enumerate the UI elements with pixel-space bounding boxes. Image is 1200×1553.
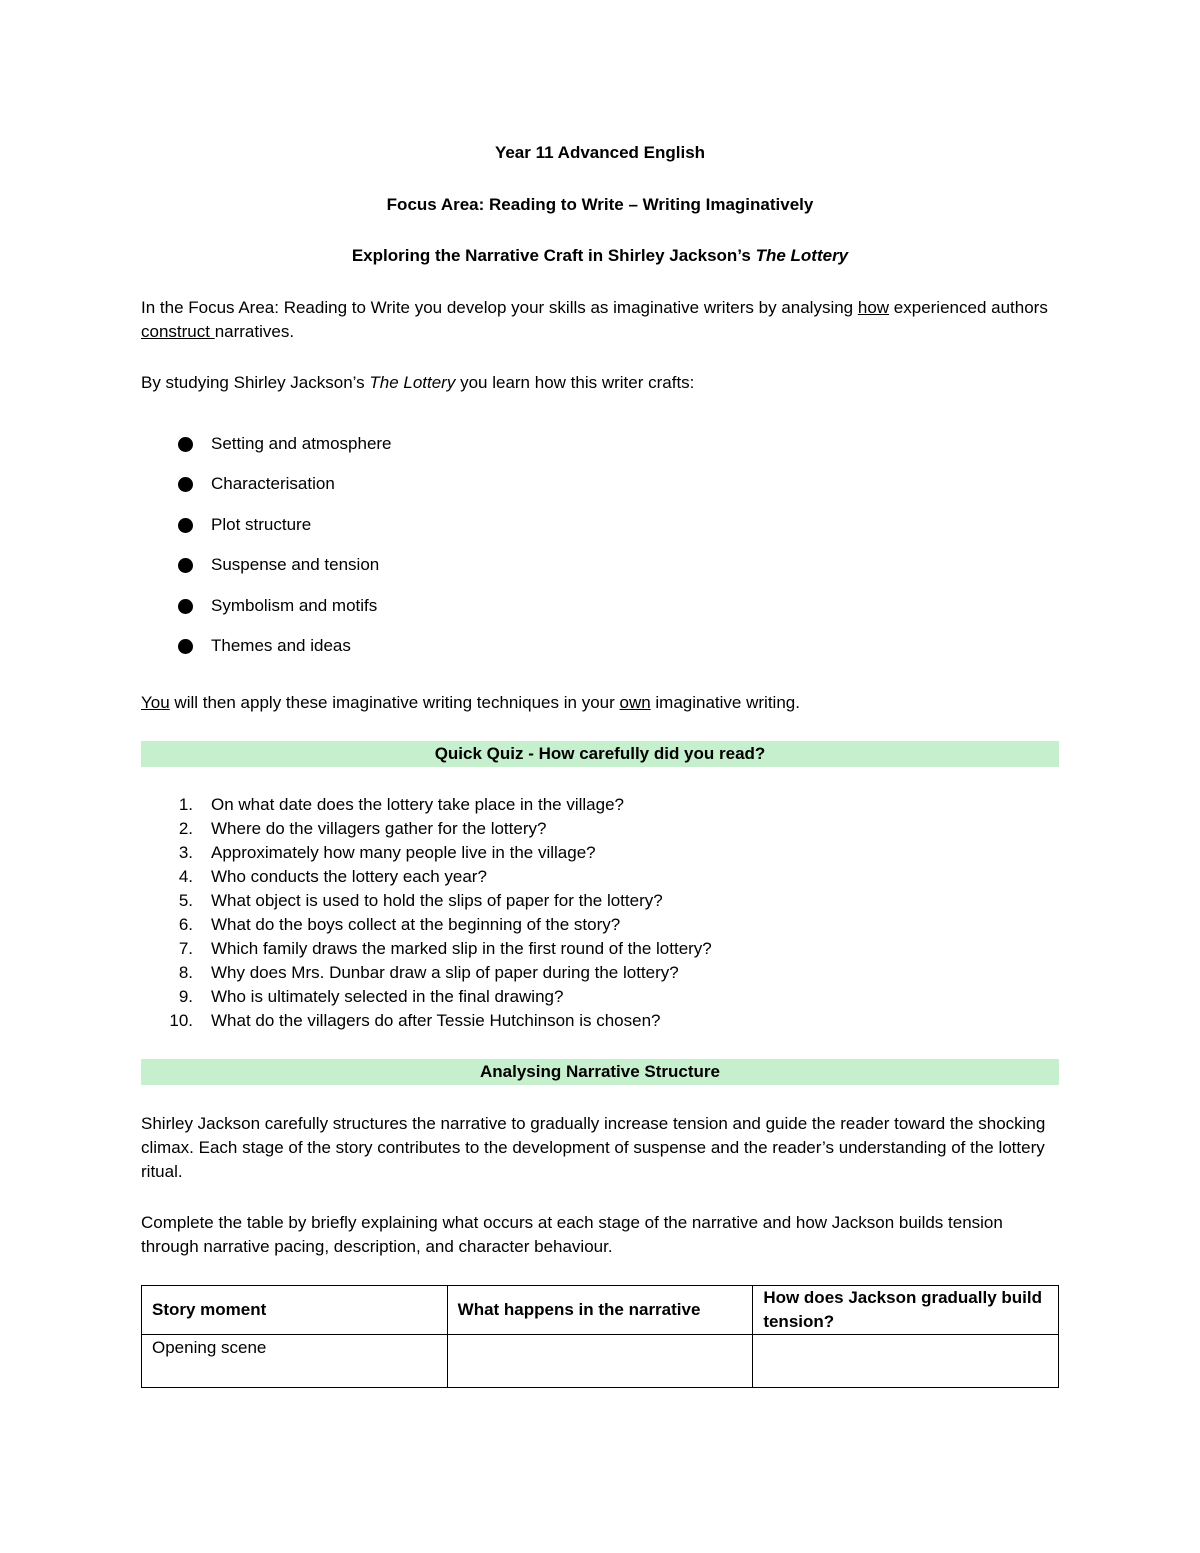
intro-how: how: [857, 298, 890, 317]
list-item: [141, 553, 1059, 593]
table-row: [142, 1335, 1059, 1388]
focus-area-title: Focus Area: Reading to Write – Writing Imaginatively: [386, 195, 814, 214]
list-item: [141, 634, 1059, 674]
apply-own: own: [619, 693, 651, 712]
quiz-number: 9.: [178, 987, 193, 1006]
apply-text-b: imaginative writing.: [650, 693, 800, 712]
quiz-question: What object is used to hold the slips of paper for the lottery?: [211, 891, 663, 910]
quiz-question: Who conducts the lottery each year?: [211, 867, 487, 886]
intro-paragraph: [141, 296, 1059, 344]
bullet-icon: [178, 599, 193, 614]
list-item-text: Plot structure: [211, 514, 312, 534]
quiz-item: [141, 913, 1059, 937]
quiz-number: 10.: [169, 1011, 193, 1030]
crafts-intro-b: you learn how this writer crafts:: [455, 373, 695, 392]
quiz-item: [141, 985, 1059, 1009]
page-heading: [141, 246, 1059, 266]
list-item: [141, 513, 1059, 553]
apply-text-a: will then apply these imaginative writing techniques in your: [169, 693, 620, 712]
quiz-item: [141, 889, 1059, 913]
narrative-structure-table: [141, 1285, 1059, 1388]
quiz-list: [141, 793, 1059, 1033]
heading-prefix: Exploring the Narrative Craft in Shirley Jackson’s: [351, 246, 756, 265]
intro-text-c: narratives.: [214, 322, 295, 341]
list-item: [141, 594, 1059, 634]
intro-text-b: experienced authors: [889, 298, 1048, 317]
table-instructions: Complete the table by briefly explaining what occurs at each stage of the narrative and how Jackson builds tension through narrative pacing, description, and character behaviour.: [141, 1213, 1003, 1256]
quiz-item: [141, 865, 1059, 889]
list-item-text: Themes and ideas: [211, 635, 351, 655]
quiz-question: Why does Mrs. Dunbar draw a slip of paper during the lottery?: [211, 963, 679, 982]
table-cell-editable[interactable]: [447, 1335, 753, 1388]
quiz-question: Which family draws the marked slip in the first round of the lottery?: [211, 939, 712, 958]
quiz-heading: Quick Quiz - How carefully did you read?: [141, 741, 1059, 767]
table-header-cell: What happens in the narrative: [447, 1286, 753, 1335]
apply-paragraph: [141, 691, 1059, 715]
quiz-number: 1.: [178, 795, 193, 814]
quiz-number: 7.: [178, 939, 193, 958]
table-cell: Opening scene: [142, 1335, 448, 1388]
table-header-cell: Story moment: [142, 1286, 448, 1335]
quiz-number: 6.: [178, 915, 193, 934]
crafts-intro: [141, 371, 1059, 395]
table-cell-editable[interactable]: [753, 1335, 1059, 1388]
crafts-intro-title: The Lottery: [369, 373, 456, 392]
quiz-number: 8.: [178, 963, 193, 982]
quiz-question: What do the boys collect at the beginning of the story?: [211, 915, 621, 934]
apply-you: You: [141, 693, 170, 712]
bullet-icon: [178, 639, 193, 654]
quiz-question: On what date does the lottery take place in the village?: [211, 795, 624, 814]
list-item: [141, 472, 1059, 512]
quiz-number: 3.: [178, 843, 193, 862]
quiz-number: 4.: [178, 867, 193, 886]
quiz-question: Approximately how many people live in the village?: [211, 843, 596, 862]
quiz-item: [141, 793, 1059, 817]
quiz-number: 5.: [178, 891, 193, 910]
table-header-row: [142, 1286, 1059, 1335]
intro-text: In the Focus Area: Reading to Write you develop your skills as imaginative writers by analysing: [141, 298, 858, 317]
quiz-item: [141, 817, 1059, 841]
list-item-text: Setting and atmosphere: [211, 434, 392, 453]
list-item: [141, 432, 1059, 472]
crafts-list: [141, 432, 1059, 674]
course-title: Year 11 Advanced English: [494, 143, 706, 162]
quiz-item: [141, 961, 1059, 985]
quiz-number: 2.: [178, 819, 193, 838]
quiz-item: [141, 841, 1059, 865]
list-item-text: Suspense and tension: [211, 555, 380, 575]
structure-heading: Analysing Narrative Structure: [141, 1059, 1059, 1085]
crafts-intro-a: By studying Shirley Jackson’s: [141, 373, 370, 392]
list-item-text: Characterisation: [211, 474, 335, 494]
quiz-item: [141, 1009, 1059, 1033]
bullet-icon: [178, 477, 193, 492]
quiz-question: What do the villagers do after Tessie Hutchinson is chosen?: [211, 1011, 661, 1030]
table-header-cell: How does Jackson gradually build tension?: [753, 1286, 1059, 1335]
quiz-item: [141, 937, 1059, 961]
intro-construct: construct: [141, 322, 215, 341]
bullet-icon: [178, 518, 193, 533]
quiz-question: Where do the villagers gather for the lottery?: [211, 819, 547, 838]
heading-text-title: The Lottery: [755, 246, 849, 265]
structure-paragraph: Shirley Jackson carefully structures the narrative to gradually increase tension and guide the reader toward the shocking climax. Each stage of the story contributes to the development of suspense and the reader’s understanding of the lottery ritual.: [141, 1114, 1046, 1181]
bullet-icon: [178, 437, 193, 452]
list-item-text: Symbolism and motifs: [211, 595, 378, 615]
bullet-icon: [178, 558, 193, 573]
quiz-question: Who is ultimately selected in the final drawing?: [211, 987, 564, 1006]
